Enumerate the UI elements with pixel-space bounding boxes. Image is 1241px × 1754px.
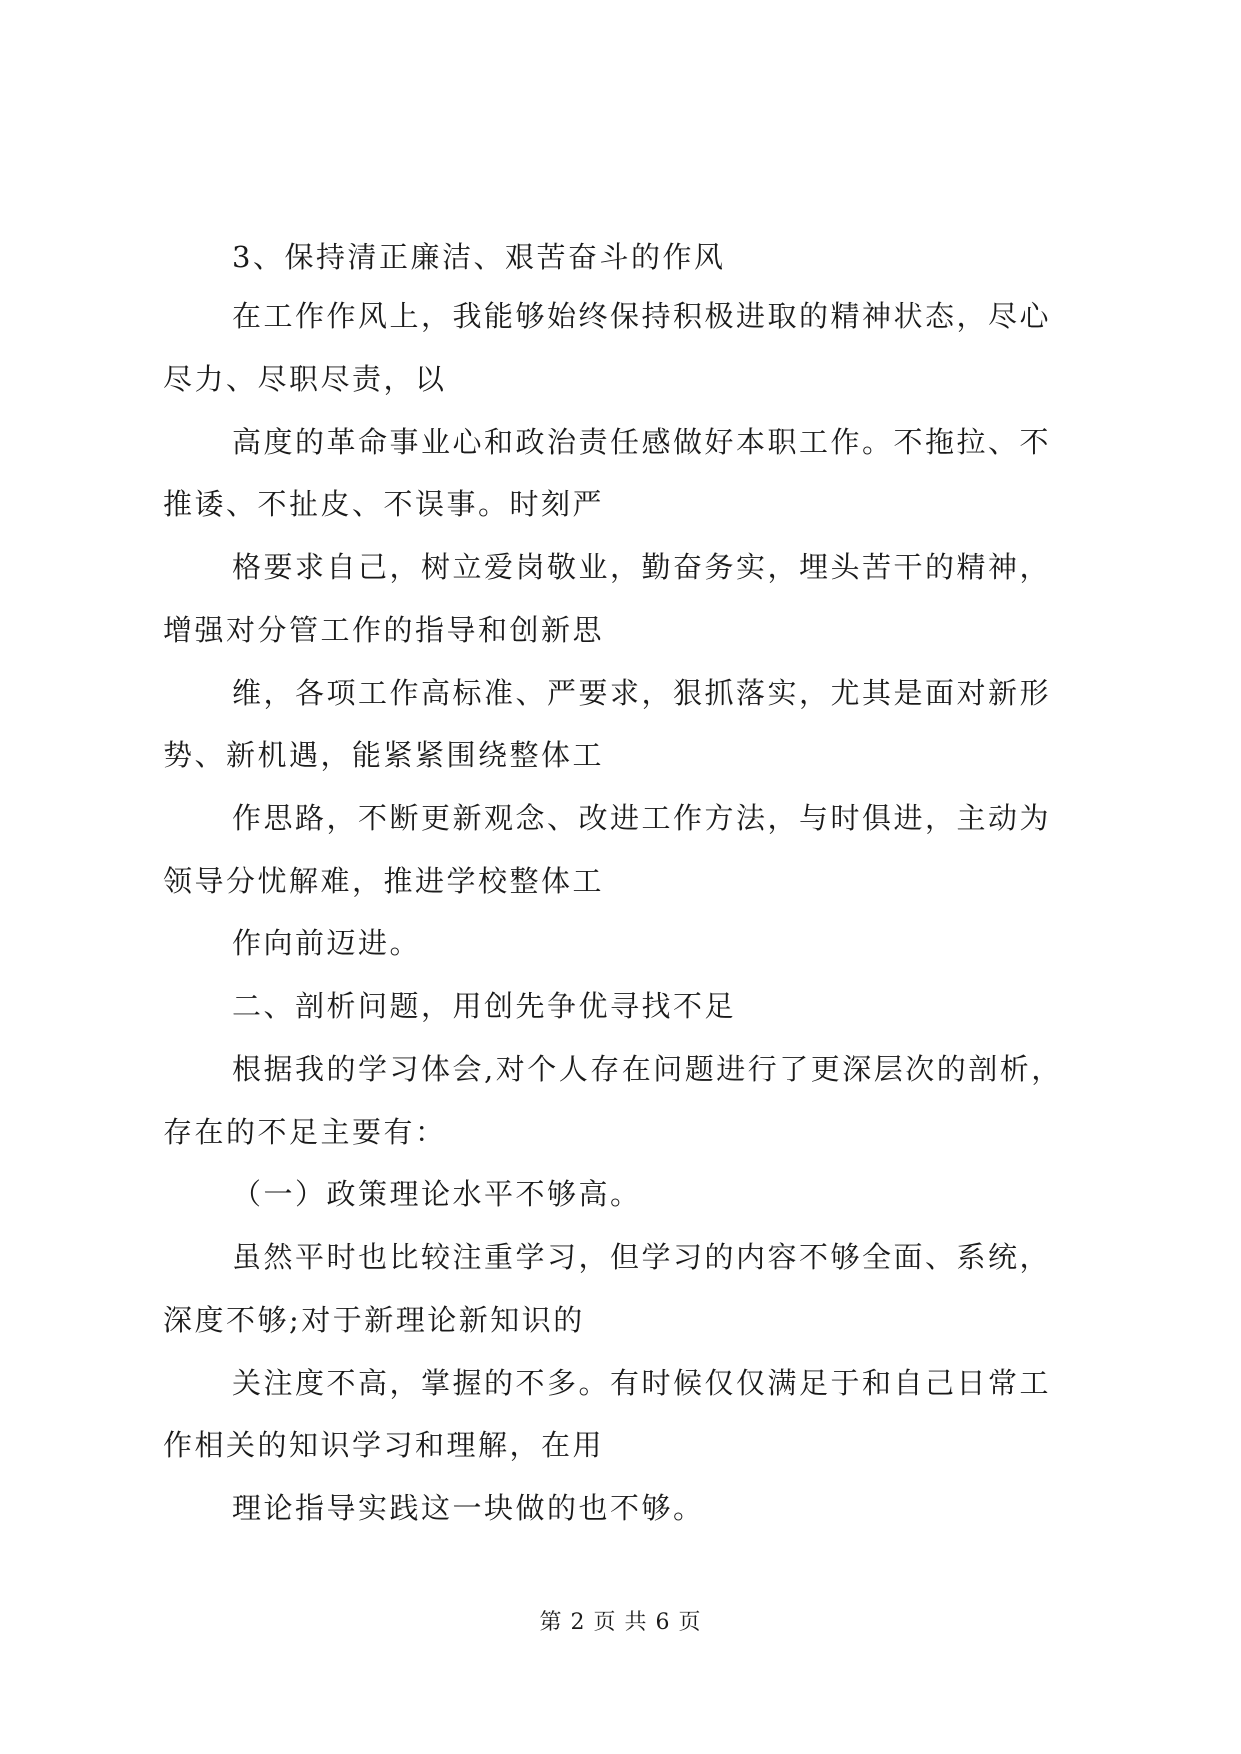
body-line: 作向前迈进。 xyxy=(232,926,422,960)
body-line: 势、新机遇，能紧紧围绕整体工 xyxy=(163,738,605,772)
body-line: 尽力、尽职尽责，以 xyxy=(163,362,447,396)
body-line: 作思路，不断更新观念、改进工作方法，与时俱进，主动为 xyxy=(232,801,1052,835)
body-line: 根据我的学习体会,对个人存在问题进行了更深层次的剖析， xyxy=(232,1052,1063,1086)
body-line: 虽然平时也比较注重学习，但学习的内容不够全面、系统， xyxy=(232,1240,1052,1274)
body-line: 增强对分管工作的指导和创新思 xyxy=(163,613,605,647)
subsection-heading: （一）政策理论水平不够高。 xyxy=(232,1177,642,1211)
body-line: 高度的革命事业心和政治责任感做好本职工作。不拖拉、不 xyxy=(232,425,1052,459)
body-line: 领导分忧解难，推进学校整体工 xyxy=(163,864,605,898)
body-line: 理论指导实践这一块做的也不够。 xyxy=(232,1491,705,1525)
section-heading: 二、剖析问题，用创先争优寻找不足 xyxy=(232,989,737,1023)
body-line: 在工作作风上，我能够始终保持积极进取的精神状态，尽心 xyxy=(232,299,1052,333)
body-line: 关注度不高，掌握的不多。有时候仅仅满足于和自己日常工 xyxy=(232,1366,1052,1400)
body-line: 作相关的知识学习和理解，在用 xyxy=(163,1428,605,1462)
body-line: 维，各项工作高标准、严要求，狠抓落实，尤其是面对新形 xyxy=(232,676,1052,710)
body-line: 深度不够;对于新理论新知识的 xyxy=(163,1303,585,1337)
page-footer: 第 2 页 共 6 页 xyxy=(539,1610,702,1635)
body-line: 格要求自己，树立爱岗敬业，勤奋务实，埋头苦干的精神， xyxy=(232,550,1052,584)
body-line: 存在的不足主要有： xyxy=(163,1115,447,1149)
heading-3: 3、保持清正廉洁、艰苦奋斗的作风 xyxy=(232,240,726,274)
body-line: 推诿、不扯皮、不误事。时刻严 xyxy=(163,487,605,521)
